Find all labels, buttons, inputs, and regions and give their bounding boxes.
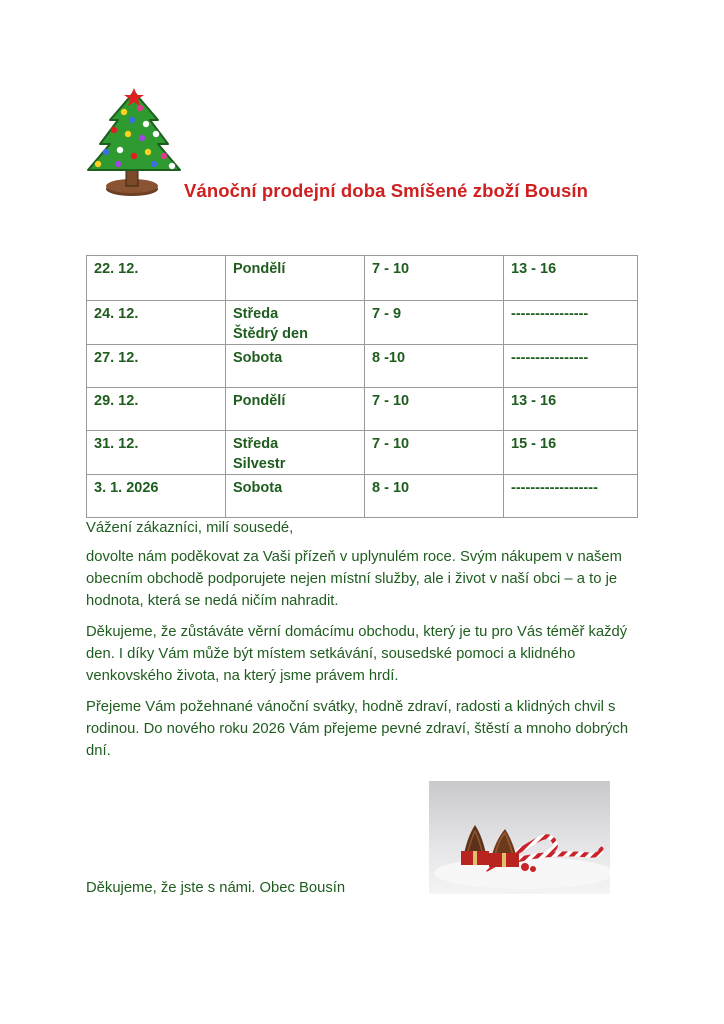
table-row — [87, 475, 638, 518]
day-label: Pondělí — [233, 261, 286, 277]
day-cell — [226, 431, 365, 475]
day-label: Středa — [233, 436, 279, 452]
paragraph: Přejeme Vám požehnané vánoční svátky, hodně zdraví, radosti a klidných chvil s rodinou. Do nového roku 2026 Vám přejeme pevné zdraví, štěstí a mnoho dobrých dní. — [86, 699, 629, 759]
paragraph: Děkujeme, že zůstáváte věrní domácímu obchodu, který je tu pro Vás téměř každý den. I díky Vám může být místem setkávání, sousedské pomoci a klidného venkovského života, na který jsme právem hrdí. — [86, 624, 628, 684]
day-label: Pondělí — [233, 393, 286, 409]
page-title: Vánoční prodejní doba Smíšené zboží Bousín — [184, 180, 589, 201]
afternoon-hours-cell: ---------------- — [504, 345, 638, 388]
morning-hours-cell: 7 - 10 — [365, 388, 504, 431]
paragraph: dovolte nám poděkovat za Vaši přízeň v uplynulém roce. Svým nákupem v našem obecním obchodě podporujete nejen místní služby, ale i život v naší obci – a to je hodnota, která se nedá ničím nahradit. — [86, 549, 622, 609]
date-cell: 31. 12. — [87, 431, 226, 475]
day-cell — [226, 475, 365, 518]
day-cell — [226, 256, 365, 301]
closing-line: Děkujeme, že jste s námi. Obec Bousín — [86, 880, 346, 896]
day-label: Sobota — [233, 480, 283, 496]
day-note: Štědrý den — [233, 326, 308, 342]
day-cell — [226, 301, 365, 345]
table-row — [87, 345, 638, 388]
date-cell: 29. 12. — [87, 388, 226, 431]
date-cell: 27. 12. — [87, 345, 226, 388]
date-cell: 3. 1. 2026 — [87, 475, 226, 518]
day-label: Sobota — [233, 350, 283, 366]
morning-hours-cell: 8 -10 — [365, 345, 504, 388]
christmas-tree-icon — [84, 86, 188, 200]
day-cell — [226, 388, 365, 431]
date-cell: 24. 12. — [87, 301, 226, 345]
afternoon-hours-cell: 13 - 16 — [504, 388, 638, 431]
pinecones-candy-cane-photo — [429, 781, 610, 894]
morning-hours-cell: 8 - 10 — [365, 475, 504, 518]
date-cell: 22. 12. — [87, 256, 226, 301]
greeting: Vážení zákazníci, milí sousedé, — [86, 520, 294, 536]
afternoon-hours-cell: ---------------- — [504, 301, 638, 345]
table-row — [87, 388, 638, 431]
morning-hours-cell: 7 - 9 — [365, 301, 504, 345]
afternoon-hours-cell: 15 - 16 — [504, 431, 638, 475]
table-row — [87, 256, 638, 301]
morning-hours-cell: 7 - 10 — [365, 431, 504, 475]
afternoon-hours-cell: ------------------ — [504, 475, 638, 518]
day-cell — [226, 345, 365, 388]
morning-hours-cell: 7 - 10 — [365, 256, 504, 301]
table-row — [87, 301, 638, 345]
letter-body — [86, 517, 646, 771]
day-note: Silvestr — [233, 456, 286, 472]
opening-hours-table — [86, 255, 638, 518]
afternoon-hours-cell: 13 - 16 — [504, 256, 638, 301]
table-row — [87, 431, 638, 475]
day-label: Středa — [233, 306, 279, 322]
